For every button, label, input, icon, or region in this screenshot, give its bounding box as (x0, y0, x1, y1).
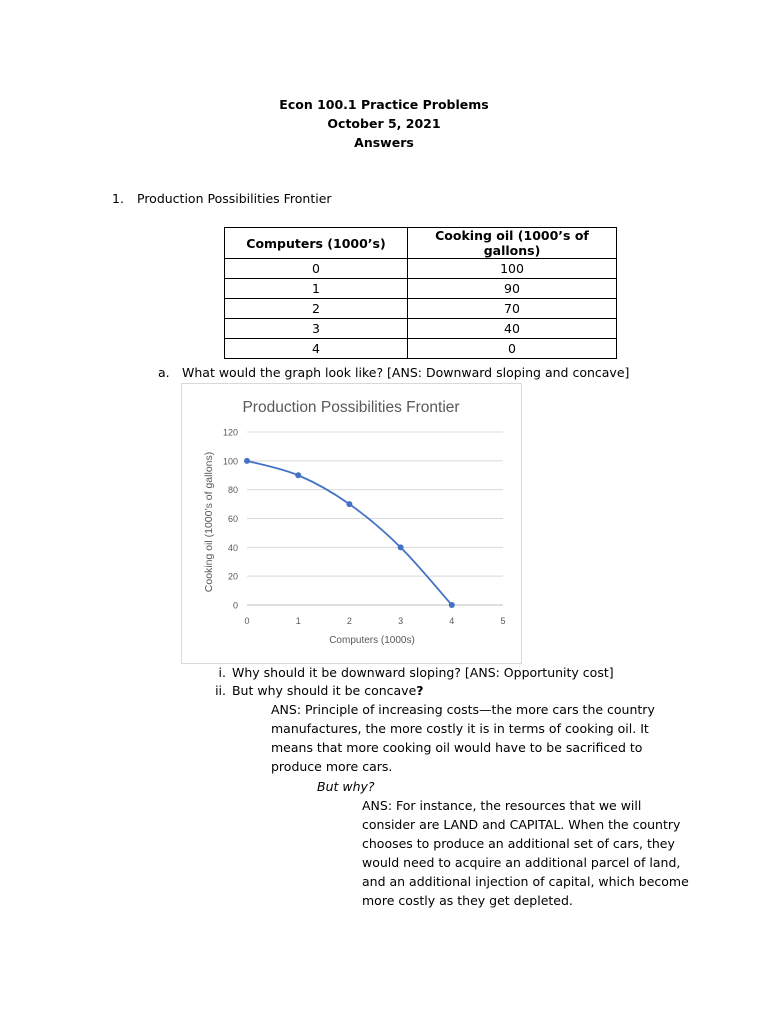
table-cell: 90 (408, 279, 617, 299)
table-row (225, 259, 617, 279)
table-cell: 3 (225, 319, 408, 339)
x-tick-label: 3 (398, 616, 404, 626)
x-axis-label: Computers (1000s) (329, 635, 415, 646)
ppf-chart (181, 383, 522, 664)
table-row (225, 279, 617, 299)
part-a-label: a. (158, 365, 170, 380)
y-tick-label: 100 (222, 456, 238, 467)
table-cell: 2 (225, 299, 408, 319)
question-1-heading (112, 190, 332, 208)
data-point (295, 472, 301, 478)
series-line (247, 461, 452, 605)
table-row (225, 339, 617, 359)
ppf-chart-svg (182, 384, 521, 663)
y-tick-labels (223, 428, 238, 611)
part-a (158, 364, 629, 382)
table-cell: 70 (408, 299, 617, 319)
ppf-table (224, 227, 617, 359)
document-header (0, 95, 768, 152)
table-cell: 1 (225, 279, 408, 299)
table-cell: 40 (408, 319, 617, 339)
y-tick-label: 80 (227, 485, 238, 496)
series-points (244, 458, 455, 608)
y-tick-label: 40 (227, 542, 238, 553)
data-point (244, 458, 250, 464)
data-point (346, 501, 352, 507)
x-tick-label: 1 (295, 616, 301, 626)
sub-i-label: i. (218, 665, 226, 680)
answer-increasing-costs: ANS: Principle of increasing costs—the more cars the country manufactures, the more costly it is in terms of cooking oil. It means that more cooking oil would have to be sacrificed to produce more cars. (271, 702, 655, 774)
question-number: 1. (112, 191, 124, 206)
table-cell: 0 (225, 259, 408, 279)
table-header-cooking-oil: Cooking oil (1000’s of gallons) (408, 228, 617, 259)
chart-gridlines (247, 432, 503, 605)
table-cell: 0 (408, 339, 617, 359)
data-point (449, 602, 455, 608)
document-subtitle: Answers (354, 135, 414, 150)
x-tick-label: 0 (244, 616, 250, 626)
table-row (225, 299, 617, 319)
table-header-computers: Computers (1000’s) (225, 228, 408, 259)
x-tick-label: 2 (346, 616, 352, 626)
table-header-row (225, 228, 617, 259)
but-why-prompt: But why? (317, 779, 375, 794)
chart-title: Production Possibilities Frontier (242, 399, 460, 416)
y-axis-label: Cooking oil (1000’s of gallons) (203, 451, 215, 593)
sub-ii-label: ii. (215, 683, 226, 698)
y-tick-label: 0 (232, 600, 238, 611)
sub-i-text: Why should it be downward sloping? [ANS: Opportunity cost] (231, 665, 614, 680)
table-cell: 4 (225, 339, 408, 359)
document-date: October 5, 2021 (327, 116, 441, 131)
table-row (225, 319, 617, 339)
sub-ii-question-mark: ? (416, 683, 424, 698)
sub-question-ii (200, 682, 424, 700)
y-tick-label: 20 (227, 571, 238, 582)
x-tick-label: 5 (500, 616, 506, 626)
x-tick-labels (244, 616, 505, 626)
y-tick-label: 60 (227, 514, 238, 524)
sub-question-i (200, 664, 614, 682)
question-title: Production Possibilities Frontier (137, 191, 332, 206)
y-tick-label: 120 (222, 427, 238, 438)
sub-ii-text: But why should it be concave (231, 683, 417, 698)
table-cell: 100 (408, 259, 617, 279)
part-a-text: What would the graph look like? [ANS: Downward sloping and concave] (182, 365, 630, 380)
data-point (398, 544, 404, 550)
answer-resources: ANS: For instance, the resources that we will consider are LAND and CAPITAL. When the country chooses to produce an additional set of cars, they would need to acquire an additional parcel of land, and an additional injection of capital, which become more costly as they get depleted. (362, 798, 689, 908)
course-title: Econ 100.1 Practice Problems (279, 97, 489, 112)
x-tick-label: 4 (449, 616, 455, 626)
